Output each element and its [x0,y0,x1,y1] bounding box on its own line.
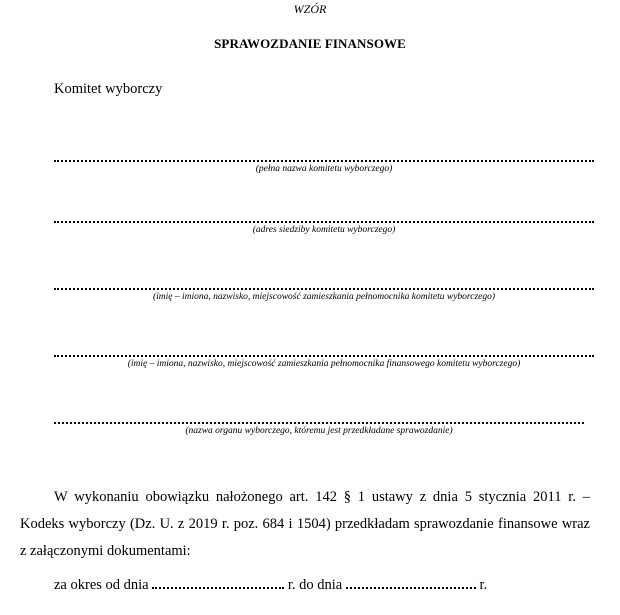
committee-name-caption: (pełna nazwa komitetu wyborczego) [255,164,393,174]
committee-address-field [54,213,594,235]
document-title: SPRAWOZDANIE FINANSOWE [214,36,406,51]
period-end-label: r. [479,577,488,593]
committee-label: Komitet wyborczy [54,81,163,97]
committee-agent-caption: (imię – imiona, nazwisko, miejscowość zamieszkania pełnomocnika komitetu wyborczego) [152,292,496,302]
committee-name-field [54,152,594,174]
financial-agent-caption: (imię – imiona, nazwisko, miejscowość zamieszkania pełnomocnika finansowego komitetu wyborczego) [127,359,521,369]
period-to-label: r. do dnia [287,577,343,593]
electoral-body-caption: (nazwa organu wyborczego, któremu jest przedkładane sprawozdanie) [185,426,453,436]
committee-address-caption: (adres siedziby komitetu wyborczego) [252,225,396,235]
period-from-date-field[interactable] [152,575,284,589]
financial-agent-field [54,347,594,369]
committee-agent-field [54,280,594,302]
template-label: WZÓR [293,2,327,16]
period-to-date-field[interactable] [346,575,476,589]
committee-agent-fill-line[interactable] [54,280,594,290]
electoral-body-field [54,414,584,436]
committee-name-fill-line[interactable] [54,152,594,162]
financial-agent-fill-line[interactable] [54,347,594,357]
reporting-period-line [54,575,487,594]
committee-address-fill-line[interactable] [54,213,594,223]
declaration-paragraph: W wykonaniu obowiązku nałożonego art. 142 § 1 ustawy z dnia 5 stycznia 2011 r. – Kodeks wyborczy (Dz. U. z 2019 r. poz. 684 i 1504) przedkładam sprawozdanie finansowe wraz z załączonymi dokumentami: [20,489,590,559]
electoral-body-fill-line[interactable] [54,414,584,424]
period-from-label: za okres od dnia [54,577,149,593]
